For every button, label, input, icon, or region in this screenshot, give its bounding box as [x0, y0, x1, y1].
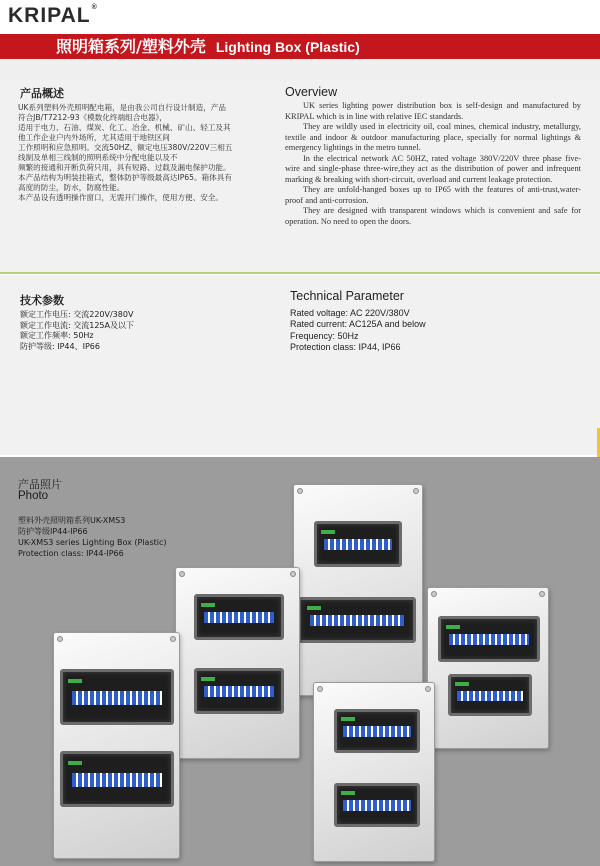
tech-param-en: Protection class: IP44, IP66: [290, 342, 401, 353]
breaker-row: [449, 634, 530, 645]
overview-cn-line: UK系列塑料外壳照明配电箱，是由我公司自行设计制造，产品: [18, 103, 226, 112]
logo-text: KRIPAL: [8, 4, 91, 27]
label-tag: [307, 606, 321, 610]
overview-cn-line: 本产品设有透明操作窗口，无需开门操作，使用方便、安全。: [18, 193, 224, 202]
label-tag: [341, 791, 355, 795]
overview-cn-line: 高度的防尘，防水，防腐性能。: [18, 183, 125, 192]
screw-icon: [297, 488, 303, 494]
tech-params-cn: [20, 310, 134, 352]
breaker-row: [343, 800, 410, 811]
overview-en-paragraph: They are wildly used in electricity oil, coal mines, chemical industry, metallurgy, textile and indoor & outdoor manufacturing place, specially for normal lightings & emergency lightings in the metro tunnel.: [285, 122, 581, 152]
tech-section: [0, 275, 600, 455]
overview-cn-line: 频繁的接通和开断负荷只用，具有短路、过载及漏电保护功能。: [18, 163, 231, 172]
label-tag: [68, 679, 82, 683]
breaker-window: [334, 783, 420, 827]
registered-mark: ®: [91, 4, 98, 11]
overview-cn-line: 符合JB/T7212-93《模数化终端组合电器》，: [18, 113, 167, 122]
breaker-window: [60, 669, 174, 725]
breaker-row: [324, 539, 393, 550]
screw-icon: [179, 571, 185, 577]
lighting-box: [53, 632, 180, 859]
tech-param-cn: 额定工作电压: 交流220V/380V: [20, 310, 134, 319]
tech-param-en: Rated current: AC125A and below: [290, 319, 426, 330]
tech-param-en: Rated voltage: AC 220V/380V: [290, 308, 410, 318]
label-tag: [201, 677, 215, 681]
screw-icon: [170, 636, 176, 642]
photo-caption-line: 塑料外壳照明箱系列UK-XMS3: [18, 516, 126, 525]
page-title-cn: 照明箱系列/塑料外壳: [56, 37, 206, 56]
breaker-window: [194, 594, 284, 640]
kripal-logo: [8, 4, 98, 28]
lighting-box: [427, 587, 549, 749]
screw-icon: [290, 571, 296, 577]
screw-icon: [539, 591, 545, 597]
overview-cn-line: 线制及单相三线制的照明系统中分配电能以及不: [18, 153, 178, 162]
screw-icon: [317, 686, 323, 692]
screw-icon: [57, 636, 63, 642]
overview-cn-line: 他工作企业户内外场所，尤其适用于地铁区间: [18, 133, 170, 142]
page-title-en: Lighting Box (Plastic): [215, 39, 360, 55]
screw-icon: [431, 591, 437, 597]
photo-section: [0, 457, 600, 866]
photo-caption-line: UK-XMS3 series Lighting Box (Plastic): [18, 538, 167, 547]
lighting-box: [313, 682, 435, 862]
breaker-window: [334, 709, 420, 753]
label-tag: [455, 682, 469, 686]
overview-heading-cn: 产品概述: [20, 87, 64, 100]
section-divider: [0, 272, 600, 274]
overview-cn-line: 工作照明和应急照明。交流50HZ、额定电压380V/220V三相五: [18, 143, 233, 152]
breaker-row: [457, 691, 523, 701]
label-tag: [201, 603, 215, 607]
breaker-window: [60, 751, 174, 807]
tech-param-cn: 额定工作频率: 50Hz: [20, 331, 94, 341]
photo-caption: [18, 515, 167, 559]
breaker-row: [204, 686, 275, 697]
overview-en-paragraph: They are unfold-hanged boxes up to IP65 with the features of anti-trust,water-proof and anti-corrosion.: [285, 185, 581, 205]
page-title: [56, 34, 360, 59]
breaker-row: [72, 691, 163, 705]
overview-heading-en: Overview: [285, 85, 338, 99]
tech-param-en: Frequency: 50Hz: [290, 330, 359, 341]
overview-section: [0, 79, 600, 272]
breaker-row: [343, 726, 410, 737]
breaker-window: [194, 668, 284, 714]
lighting-box: [175, 567, 300, 759]
header-strip: [0, 59, 600, 79]
overview-cn-line: 适用于电力、石油、煤炭、化工、冶金、机械、矿山、轻工及其: [18, 123, 231, 132]
tech-param-cn: 额定工作电流: 交流125A及以下: [20, 320, 134, 330]
lighting-box: [293, 484, 423, 696]
screw-icon: [425, 686, 431, 692]
overview-en-paragraph: UK series lighting power distribution box is self-design and manufactured by KRIPAL which is in line with relative IEC standards.: [285, 101, 581, 121]
photo-heading-cn: 产品照片: [18, 478, 62, 491]
breaker-window: [448, 674, 532, 716]
label-tag: [446, 625, 460, 629]
photo-caption-line: Protection class: IP44-IP66: [18, 549, 124, 558]
tech-param-cn: 防护等级: IP44、IP66: [20, 341, 100, 351]
label-tag: [321, 530, 335, 534]
label-tag: [341, 717, 355, 721]
breaker-row: [72, 773, 163, 787]
title-bar: [0, 34, 600, 59]
overview-en-paragraph: They are designed with transparent windows which is convenient and safe for operation. No need to open the doors.: [285, 206, 581, 226]
photo-caption-line: 防护等级IP44-IP66: [18, 527, 88, 536]
photo-heading-en: Photo: [18, 490, 49, 502]
tech-heading-en: Technical Parameter: [290, 289, 404, 303]
breaker-window: [298, 597, 416, 643]
overview-text-cn: [18, 103, 278, 203]
overview-cn-line: 本产品结构为明装挂箱式，整体防护等级最高达IP65。箱体具有: [18, 173, 232, 182]
breaker-row: [310, 615, 404, 626]
breaker-window: [438, 616, 540, 662]
breaker-row: [204, 612, 275, 623]
breaker-window: [314, 521, 402, 567]
overview-en-paragraph: In the electrical network AC 50HZ, rated voltage 380V/220V three phase five-wire and single-phase three-wire,they act as the distribution of power and infrequent marking & breaking with short-circuit, overload and current leakage protection.: [285, 153, 581, 184]
tech-params-en: [290, 308, 426, 354]
tech-heading-cn: 技术参数: [20, 294, 64, 307]
overview-text-en: [285, 101, 581, 227]
screw-icon: [413, 488, 419, 494]
label-tag: [68, 761, 82, 765]
